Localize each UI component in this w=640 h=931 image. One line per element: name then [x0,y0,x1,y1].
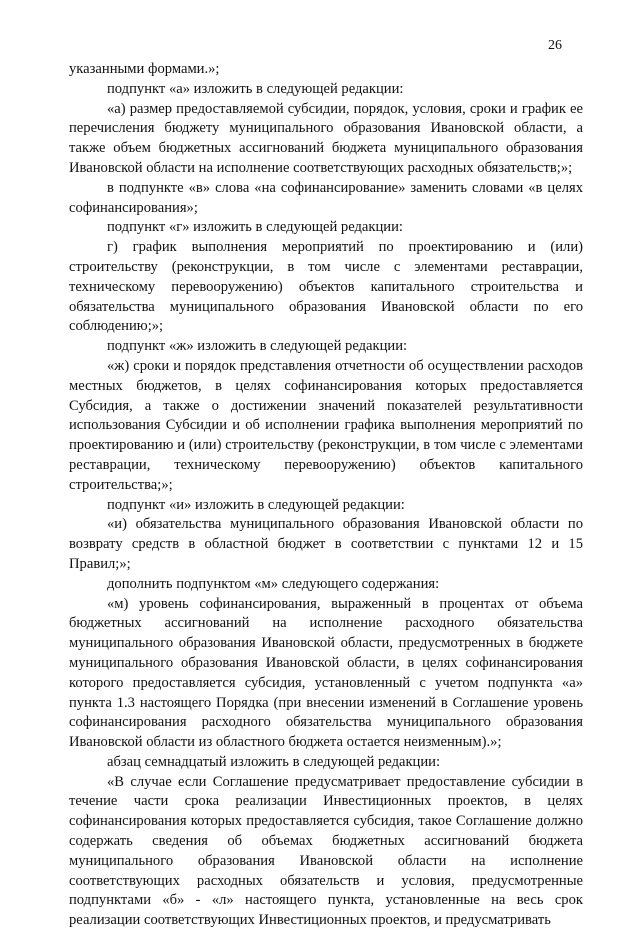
paragraph-instruction-i: подпункт «и» изложить в следующей редакции: [107,496,405,513]
document-body [69,60,583,931]
paragraph-subitem-a: «а) размер предоставляемой субсидии, порядок, условия, сроки и график ее перечисления бюджету муниципального образования Ивановской области, а также объем бюджетных ассигнований бюджета муниципального образования Ивановской области на исполнение соответствующих расходных обязательств;»; [69,100,583,176]
paragraph-instruction-g: подпункт «г» изложить в следующей редакции: [107,219,403,236]
paragraph-subitem-i: «и) обязательства муниципального образования Ивановской области по возврату средств в областной бюджет в соответствии с пунктами 12 и 15 Правил;»; [69,516,583,572]
paragraph-instruction-m: дополнить подпунктом «м» следующего содержания: [107,575,440,592]
page-number: 26 [548,38,562,53]
paragraph-subitem-zh: «ж) сроки и порядок представления отчетности об осуществлении расходов местных бюджетов, в целях софинансирования которых предоставляется Субсидия, а также о достижении значений показателей результативности использования Субсидии и об исполнении графика выполнения мероприятий по проектированию и (или) строительству (реконструкции, в том числе с элементами реставрации, техническому перевооружению) объектов капитального строительства;»; [69,357,583,493]
paragraph-instruction-a: подпункт «а» изложить в следующей редакции: [107,80,404,97]
paragraph-subitem-m: «м) уровень софинансирования, выраженный в процентах от объема бюджетных ассигнований на исполнение расходного обязательства муниципального образования Ивановской области, предусмотренных в бюджете муниципального образования Ивановской области, в целях софинансирования которого предоставляется субсидия, установленный с учетом подпункта «а» пункта 1.3 настоящего Порядка (при внесении изменений в Соглашение уровень софинансирования расходного обязательства муниципального образования Ивановской области из областного бюджета остается неизменным).»; [69,595,583,751]
paragraph-instruction-abzac: абзац семнадцатый изложить в следующей редакции: [107,753,441,770]
paragraph-abzac-text: «В случае если Соглашение предусматривает предоставление субсидии в течение части срока реализации Инвестиционных проектов, в целях софинансирования которых предоставляется субсидия, такое Соглашение должно содержать сведения об объемах бюджетных ассигнований бюджета муниципального образования Ивановской области на исполнение соответствующих расходных обязательств и условия, предусмотренные подпунктами «б» - «л» настоящего пункта, установленные на весь срок реализации соответствующих Инвестиционных проектов, и предусматривать [69,773,583,929]
paragraph-instruction-v: в подпункте «в» слова «на софинансирование» заменить словами «в целях софинансирования»; [69,179,583,216]
paragraph-continuation: указанными формами.»; [69,61,220,77]
paragraph-subitem-g: г) график выполнения мероприятий по проектированию и (или) строительству (реконструкции, в том числе с элементами реставрации, техническому перевооружению) объектов капитального строительства и обязательства муниципального образования Ивановской области по его соблюдению;»; [69,239,583,335]
paragraph-instruction-zh: подпункт «ж» изложить в следующей редакции: [107,338,408,355]
